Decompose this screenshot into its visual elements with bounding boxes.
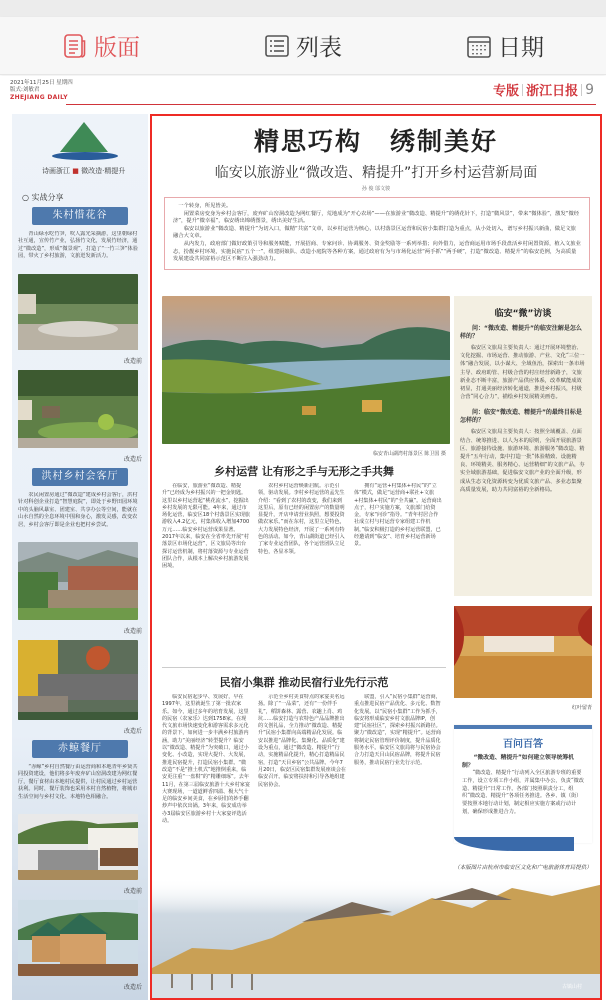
- interview-question: 问：“微改造、精提升”的临安注解是怎么样的？: [460, 325, 582, 340]
- brand-divider: [522, 84, 523, 96]
- newspaper-page[interactable]: [0, 76, 606, 1000]
- after-photo: [18, 370, 138, 448]
- section-title: ○ 实战分享: [22, 193, 64, 202]
- newspaper-icon: [62, 33, 88, 59]
- qa-box: [454, 725, 592, 843]
- view-tab-bar: [0, 17, 606, 75]
- mountain-icon: [60, 122, 108, 152]
- body-column: 在临安，旅游业“微改造、精提升”已经成为乡村振兴的一把金钥匙。这里以乡村运营起“桃花流水”，挖掘出乡村发展的无限可能。4年来，通过市场化运营，临安区18个村落景区实现旅游收入4.2亿元，村集体收入增加4700万元……临安乡村运营成果显著。2017年以来，临安在全省率先开展“村落景区市场化运营”，区文旅局等出台探讨运营机制，将村落资源与专业运营团队合作，从根本上解决乡村旅游发展困境。: [162, 483, 250, 570]
- list-icon: [264, 33, 290, 59]
- status-bar-gap: [0, 0, 606, 17]
- article-lead-box: [164, 197, 590, 270]
- main-body: [162, 296, 446, 828]
- tab-date[interactable]: [466, 29, 544, 62]
- right-sidebar: [454, 296, 592, 871]
- photo-caption: 改造后: [123, 728, 142, 735]
- section-title: 乡村运营 让有形之手与无形之手共舞: [214, 465, 394, 478]
- story-text: 农民闲置房通过“微改造”建成乡村会客厅，洪村针对科创企业打造“智慧庭院”，即处于乡野田园环境中的头脑风暴室、团建室、共享办公等空间，能就在山水自然的全息环境中围和身心，激发灵感，改变农居，乡村会客厅即是企业也把村乡尝试。: [18, 492, 138, 528]
- interview-question: 问：临安“微改造、精提升”的最终目标是怎样的？: [460, 409, 582, 425]
- body-column: 临安民宿起步早、发展好，早在1997年，这里就诞生了第一批农家乐。如今，通过多年的培育发展，这里的民宿（农家乐）达到1758家。在现代文旅市场快速变化和游客需求多元化的背景下，如何进一步丰满乡村旅游内涵，助力“美丽经济”转型提升？临安以“微改造、精提升”为突破口，通过小变化、小改造，实现大提升、大发展，推进民宿提升，打造民宿小集群。“微改造”不是“推土机式”地推倒重来，临安更注重“一盘棋”的“精雕细琢”。去年11月，在第三届临安旅游十大乡村家宴大赛现场，一道道鲜香四溢、极大气十足的临安乡间美食，在乡厨们的妙手翻炒声中依次出锅。3年来，临安成功举办3届临安区旅游乡村十大家宴评选活动。: [162, 694, 250, 825]
- story-banner: 朱村惜花谷: [32, 207, 128, 225]
- story-text: “赤鲸”乡村自然餐厅由运营商和本地青年乡贤共同投资建设，他们将多年废弃矿山窑洞改建为网红餐厅，餐厅食材由本地村民提供，让村民通过乡村运营获利。同时，餐厅装饰也采用本村自然植物，将城市生活空间与乡村文化、本地特色相融合。: [18, 764, 138, 800]
- calendar-icon: [466, 33, 492, 59]
- article-headline: 精思巧构 绣制美好: [253, 127, 499, 156]
- masthead: [0, 76, 606, 112]
- river-icon: [52, 152, 118, 160]
- before-photo: [18, 542, 138, 620]
- section-label: 专版: [493, 84, 520, 99]
- section-divider: [162, 667, 446, 668]
- paper-brand: [493, 80, 594, 99]
- photo-caption: 改造前: [123, 888, 142, 895]
- interview-title: 临安“微”访谈: [494, 309, 552, 319]
- tab-layout-label: 版面: [94, 35, 140, 61]
- qa-question: “微改造、精提升”如何建立领导统筹机制？: [462, 755, 574, 769]
- lead-paragraph: 临安以旅游业“微改造、精提升”为切入口，做精“共富”文章，以乡村运营为核心，以村落景区运营和民宿小集群打造为重点，从小处切入，谱写乡村振兴新曲，做足文旅融合大文章。: [173, 225, 576, 240]
- hero-photo: [162, 296, 450, 444]
- after-photo: [18, 640, 138, 720]
- red-leaves-photo: [454, 606, 592, 698]
- campaign-logo: 诗画浙江 ■ 微改造·精提升: [18, 114, 142, 186]
- body-column: 拥有“运营+村集体+村民”的“立体”模式，做足“运营商+联社+文旅+村集体+村民”的“全共赢”。运营商出点子，村户实施方案，文旅部门给资金，专家“问诊”指导。“青年村居合作社成立村与村运营专家组建工作机制，”临安积极打造的乡村运营联盟，已经邀请到“临安”、培育乡村运营新场景。: [354, 483, 442, 548]
- tab-list-label: 列表: [296, 35, 342, 61]
- story-text: 青山绿水吃竹笋，吹人露光采摘游，这里朝绿村社互通，宣传竹产业，弘扬竹文化，发展竹经济，通过“微改造”，形成“微景观”，打造了“一竹三笋”体验园，带火了乡村旅游，文旅迸发新活力。: [18, 231, 138, 260]
- layout-editor: 版式:刘敏君: [10, 87, 40, 93]
- before-photo: [18, 814, 138, 880]
- logo-tag: 微改造·精提升: [81, 167, 126, 175]
- after-photo: [18, 900, 138, 976]
- section2-columns: [162, 694, 446, 828]
- left-sidebar-column: [12, 114, 148, 1000]
- photo-caption: 改造后: [123, 984, 142, 991]
- story-banner: 赤鲸餐厅: [32, 740, 128, 758]
- story-banner: 洪村乡村会客厅: [32, 468, 128, 486]
- riverside-village-photo: [152, 878, 602, 998]
- masthead-rule: [66, 104, 596, 105]
- section1-columns: [162, 483, 446, 661]
- brand-divider: [581, 84, 582, 96]
- article-subheadline: 临安以旅游业“微改造、精提升”打开乡村运营新局面: [214, 165, 538, 181]
- interview-answer: 临安区文旅局主要负责人：按照全域覆盖、点面结合、统筹推进、以人为本的原则，全面开展旅游景区、旅游接待设施、旅游环境、旅游服务“微改造、精提升”五年行动，集中打造一批“体验精致、设施精良、环境精美、服务精心、运营精细”的文旅产品，夯实全域旅游基础，促进临安文旅产业的全面升级，形成从生态文化资源转变为优质文旅产品、多业态集聚高质量发展，助力共同富裕的全新格局。: [460, 429, 585, 493]
- paper-english-name: ZHEJIANG DAILY: [10, 94, 68, 101]
- issue-date: 2021年11月25日 星期四: [10, 80, 73, 86]
- interview-box: [454, 296, 592, 596]
- section-title: 民宿小集群 推动民宿行业先行示范: [219, 676, 389, 689]
- before-photo: [18, 274, 138, 350]
- bottom-photo-caption: 古镇山村: [561, 984, 582, 990]
- logo-text: 诗画浙江: [42, 167, 70, 175]
- photo-caption: 红叶留青: [571, 705, 592, 711]
- interview-answer: 临安区文旅局主要负责人：通过开展环境整治、文化挖掘、市场运营、推动旅游、产业、文化“三位一体”融合发展，以小谋大、全域鱼治，探索出一条市场主导、政府助管、村级合营的村庄经营新路子，文旅新业态不断丰富，旅游产品供应体系，改革赋能成效初显，打通美丽经济转化通道，推进乡村振兴，村级合营“同心合力”，描绘乡村发展精美画卷。: [460, 345, 585, 401]
- page-number: 9: [585, 81, 594, 98]
- tab-layout[interactable]: [62, 29, 140, 62]
- tab-date-label: 日期: [498, 35, 544, 61]
- highlighted-article-frame[interactable]: [150, 114, 602, 1000]
- page-curl-decoration: [454, 837, 574, 851]
- body-column: 联盟，引入“民宿小集群”运营商，重点推进民宿产品优化、多元化、数智化发展。以“民宿小集群”工作为抓手，临安将形成临安乡村文旅品牌IP，创建“民宿社区”，探索乡村振兴新路径。聚力“微改造”，实现“精提升”。运营商将制定民宿管理评价制度，提升品质化服务水平。临安区文旅局将与民宿协会合力打造天目山民宿品牌，将提升民宿服务，推动民宿行业先行示范。: [354, 694, 441, 766]
- photo-caption: 改造后: [123, 456, 142, 463]
- hero-photo-caption: 临安青山湖湾村落景区 陈卫国 摄: [372, 451, 446, 457]
- lead-paragraph: 一个转身，所见皆美。: [178, 203, 232, 209]
- body-column: 农村乡村运营焕新启航。示范引领，驱动发展。李村乡村运营的孟先生介绍：“看到了农村的改变，我们来到这里后，原有已经的闲置房产的数量明显提升，开店申请营业执照，想要投资做农家乐。”而在东村，这里立足特色，大力发展特色经济，开展了一系列有特色的活动。如今，青山湖街道已经引入了家专业运营团队，各个运营团队立足特色，各显本领。: [258, 483, 345, 555]
- lead-paragraph: 闲置菜房变身为乡村会客厅，废弃矿山窑洞改造为网红餐厅，荒地成为“开心农场”——在旅游业“微改造、精提升”的绣花针下，打造“微风景”，带来“微体验”，激发“微经济”，提升“微幸福”，临安绣出锦绣图景，绣出美好生活。: [173, 210, 580, 225]
- qa-box-title: 百问百答: [503, 739, 543, 750]
- body-column: 示范全乡村美食特点的家宴美名远扬。除了“一品菜”，还有“一份伴手礼”，稻饼森林、露营、农趣上肖、鸡坑……临安打造与农特色产品品牌推出的文创礼品，全力推动“微改造、精提升”民宿小集群向高端精品化发展。临安以推进“品牌化、集聚化、品质化”建设为重点，通过“微改造、精提升”行动，实施精品化提升，精心打造精品民宿，打造“天目乡宿”公共品牌。今年7月20日，临安区民宿集群发展座谈会在临安召开。临安将扶持和引导各地组建民宿协会。: [258, 694, 346, 788]
- qa-answer: “微改造、精提升”行动列入全区旅游专班的重要工作，设立专项工作小组，并属集中办公，负责“微改造、精提升”日常工作。各部门按照职责分工，组织“微改造、精提升”各项任务推进。各乡、镇（街）要按照本地行动计划，制定相应实施方案或行动计划，确保形成推进合力。: [462, 770, 584, 815]
- photo-caption: 改造前: [123, 628, 142, 635]
- lead-paragraph: 从内发力，政府部门做好政策引导和服务赋能，开展招商、专家问诊、协调服务、资金奖励等一系列举措；向外借力，运营商运用市场手段盘活乡村闲置资源，植入文旅业态，扮靓乡村环境，实施民宿“五个一”，组建厨娘队、改造小庭院等各种方案，通过政府有为与市场化运营“两手抓”“两手硬”，打造“微改造、精提升”的临安范例，为高质量发展建设共同富裕示范区不断注入强劲动力。: [173, 240, 581, 263]
- paper-name: 浙江日报: [526, 84, 579, 99]
- photo-credit: （本版图片由杭州市临安区文化和广电旅游体育局提供）: [454, 865, 592, 871]
- tab-list[interactable]: [264, 29, 342, 62]
- photo-caption: 改造前: [123, 358, 142, 365]
- article-byline: 孙 俊 邬文骏: [361, 186, 391, 192]
